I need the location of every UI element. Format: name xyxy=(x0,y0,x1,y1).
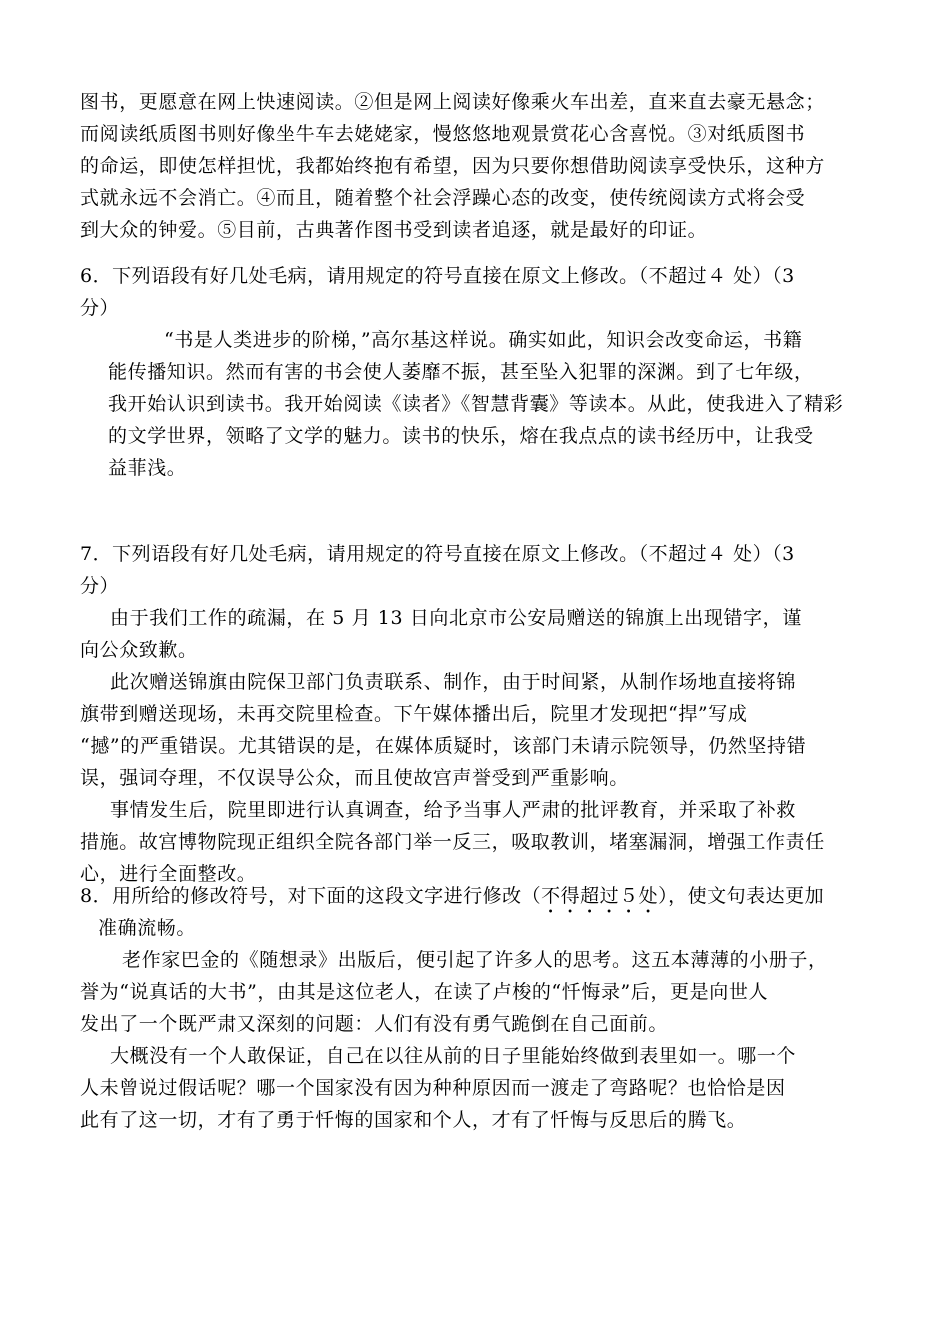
passage-line: 誉为“说真话的大书”，由其是这位老人，在读了卢梭的“忏悔录”后，更是向世人 xyxy=(80,981,769,1003)
passage-line: 心，进行全面整改。 xyxy=(80,863,257,885)
question-8-prompt xyxy=(80,880,875,912)
question-6-passage xyxy=(108,324,878,484)
passage-line: 我开始认识到读书。我开始阅读《读者》《智慧背囊》等读本。从此，使我进入了精彩 xyxy=(108,393,844,415)
question-8-prompt-end: ），使文句表达更加 xyxy=(658,885,825,907)
passage-line: 发出了一个既严肃又深刻的问题：人们有没有勇气跪倒在自己面前。 xyxy=(80,1013,669,1035)
passage-line: 误，强词夺理，不仅误导公众，而且使故宫声誉受到严重影响。 xyxy=(80,767,629,789)
intro-line: 的命运，即使怎样担忧，我都始终抱有希望，因为只要你想借助阅读享受快乐，这种方 xyxy=(80,155,825,177)
passage-line: 向公众致歉。 xyxy=(80,639,198,661)
intro-line: 而阅读纸质图书则好像坐牛车去姥姥家，慢悠悠地观景赏花心含喜悦。③对纸质图书 xyxy=(80,123,806,145)
question-6-prompt: 6．下列语段有好几处毛病，请用规定的符号直接在原文上修改。（不超过４ 处）（3 xyxy=(80,265,795,287)
intro-line: 到大众的钟爱。⑤目前，古典著作图书受到读者追逐，就是最好的印证。 xyxy=(80,219,708,241)
passage-line: 人未曾说过假话呢？哪一个国家没有因为种种原因而一渡走了弯路呢？也恰恰是因 xyxy=(80,1077,786,1099)
passage-line: “撼”的严重错误。尤其错误的是，在媒体质疑时，该部门未请示院领导，仍然坚持错 xyxy=(80,735,807,757)
passage-line: 由于我们工作的疏漏，在 5 月 13 日向北京市公安局赠送的锦旗上出现错字，谨 xyxy=(110,607,802,629)
question-8 xyxy=(80,880,875,944)
passage-line: 的文学世界，领略了文学的魅力。读书的快乐，熔在我点点的读书经历中，让我受 xyxy=(108,425,814,447)
question-6-prompt-cont: 分） xyxy=(80,297,120,319)
question-8-prompt-start: 8．用所给的修改符号，对下面的这段文字进行修改（ xyxy=(80,885,542,907)
passage-line: 措施。故宫博物院现正组织全院各部门举一反三，吸取教训，堵塞漏洞，增强工作责任 xyxy=(80,831,825,853)
passage-line: 益菲浅。 xyxy=(108,457,187,479)
passage-line: 事情发生后，院里即进行认真调查，给予当事人严肃的批评教育，并采取了补救 xyxy=(110,799,797,821)
passage-line: “书是人类进步的阶梯，”高尔基这样说。确实如此，知识会改变命运，书籍 xyxy=(164,329,803,351)
question-8-prompt-emphasis: 不得超过５处 xyxy=(541,885,659,907)
question-8-passage xyxy=(80,944,875,1136)
passage-line: 此有了这一切，才有了勇于忏悔的国家和个人，才有了忏悔与反思后的腾飞。 xyxy=(80,1109,747,1131)
passage-line: 旗带到赠送现场，未再交院里检查。下午媒体播出后，院里才发现把“捍”写成 xyxy=(80,703,748,725)
intro-line: 图书，更愿意在网上快速阅读。②但是网上阅读好像乘火车出差，直来直去豪无悬念； xyxy=(80,91,825,113)
passage-line: 此次赠送锦旗由院保卫部门负责联系、制作，由于时间紧，从制作场地直接将锦 xyxy=(110,671,797,693)
intro-paragraph xyxy=(80,86,875,246)
intro-line: 式就永远不会消亡。④而且，随着整个社会浮躁心态的改变，使传统阅读方式将会受 xyxy=(80,187,806,209)
passage-line: 能传播知识。然而有害的书会使人萎靡不振，甚至坠入犯罪的深渊。到了七年级， xyxy=(108,361,814,383)
passage-line: 大概没有一个人敢保证，自己在以往从前的日子里能始终做到表里如一。哪一个 xyxy=(110,1045,797,1067)
question-7-prompt: 7．下列语段有好几处毛病，请用规定的符号直接在原文上修改。（不超过４ 处）（3 xyxy=(80,543,795,565)
question-8-prompt-cont: 准确流畅。 xyxy=(98,917,197,939)
question-7-prompt-cont: 分） xyxy=(80,575,120,597)
passage-line: 老作家巴金的《随想录》出版后，便引起了许多人的思考。这五本薄薄的小册子， xyxy=(122,949,828,971)
question-7 xyxy=(80,538,875,602)
question-6 xyxy=(80,260,875,324)
question-7-passage xyxy=(80,602,875,890)
